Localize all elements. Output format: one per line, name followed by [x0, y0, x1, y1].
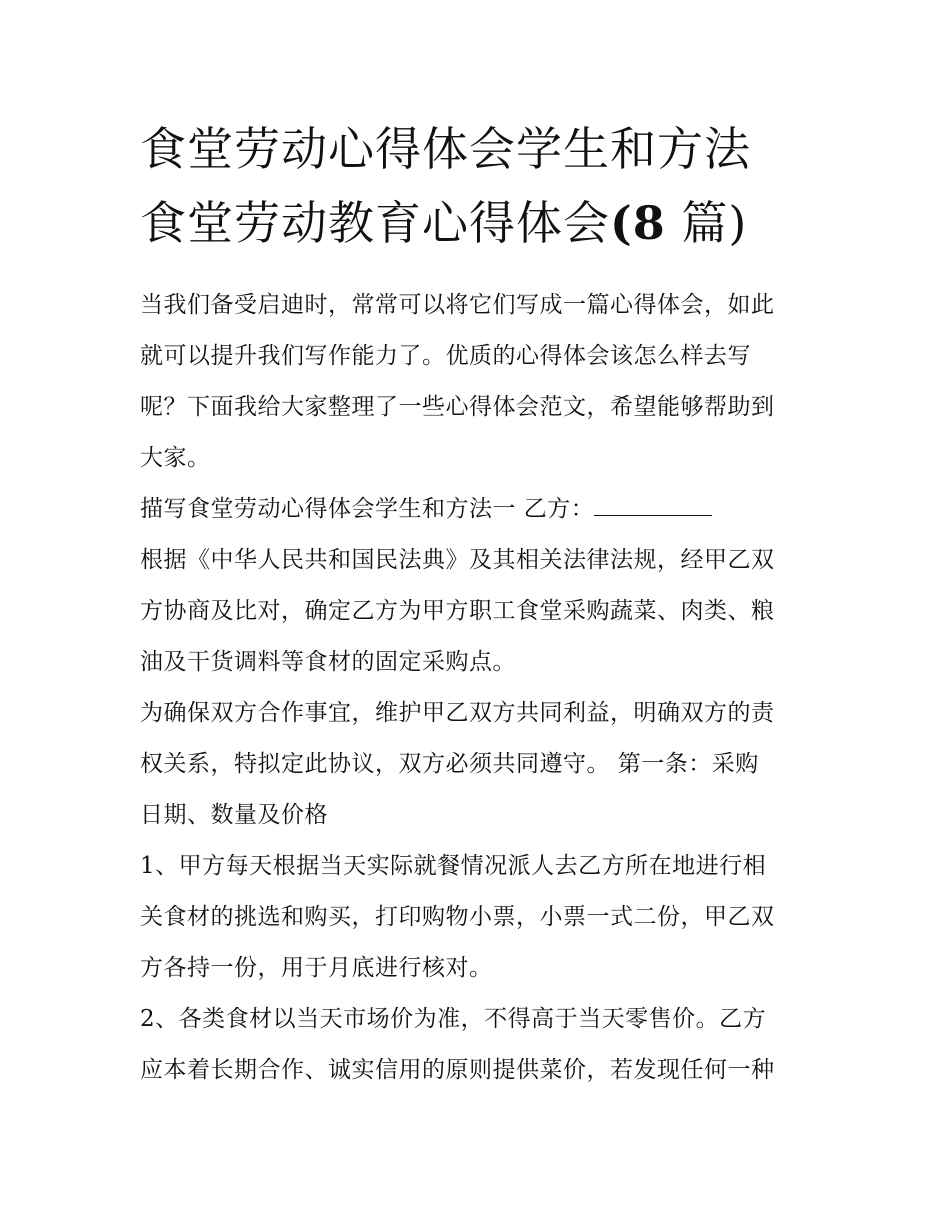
text-line: 2、各类食材以当天市场价为准，不得高于当天零售价。乙方 [140, 1006, 767, 1032]
text-line: 根据《中华人民共和国民法典》及其相关法律法规，经甲乙双 [140, 547, 775, 573]
document-page [140, 112, 820, 1096]
intro-paragraph [140, 280, 820, 484]
text-line: 大家。 [140, 445, 211, 471]
text-line: 应本着长期合作、诚实信用的原则提供菜价，若发现任何一种 [140, 1057, 775, 1083]
text-line: 1、甲方每天根据当天实际就餐情况派人去乙方所在地进行相 [140, 853, 767, 879]
title-line-2-paren: (8 [610, 196, 666, 250]
text-line: 当我们备受启迪时，常常可以将它们写成一篇心得体会，如此 [140, 292, 775, 318]
title-line-2-suffix: 篇) [681, 196, 748, 250]
text-line: 就可以提升我们写作能力了。优质的心得体会该怎么样去写 [140, 343, 751, 369]
text-line: 权关系，特拟定此协议，双方必须共同遵守。 第一条：采购 [140, 751, 759, 777]
section-heading-text: 描写食堂劳动心得体会学生和方法一 乙方： [140, 496, 595, 522]
text-line: 为确保双方合作事宜，维护甲乙双方共同利益，明确双方的责 [140, 700, 775, 726]
document-title [140, 112, 820, 260]
section-heading [140, 484, 820, 535]
document-body [140, 280, 820, 1096]
text-line: 呢？下面我给大家整理了一些心得体会范文，希望能够帮助到 [140, 394, 775, 420]
text-line: 日期、数量及价格 [140, 802, 328, 828]
text-line: 关食材的挑选和购买，打印购物小票，小票一式二份，甲乙双 [140, 904, 775, 930]
text-line: 方各持一份，用于月底进行核对。 [140, 955, 493, 981]
body-paragraph [140, 535, 820, 688]
list-item [140, 994, 820, 1096]
text-line: 方协商及比对，确定乙方为甲方职工食堂采购蔬菜、肉类、粮 [140, 598, 775, 624]
text-line: 油及干货调料等食材的固定采购点。 [140, 649, 516, 675]
blank-underline [594, 497, 712, 516]
title-line-2-prefix: 食堂劳动教育心得体会 [140, 196, 610, 250]
body-paragraph [140, 688, 820, 841]
title-line-1: 食堂劳动心得体会学生和方法 [140, 122, 751, 176]
section-heading-line [140, 484, 820, 535]
list-item [140, 841, 820, 994]
title-line-2 [140, 186, 820, 260]
